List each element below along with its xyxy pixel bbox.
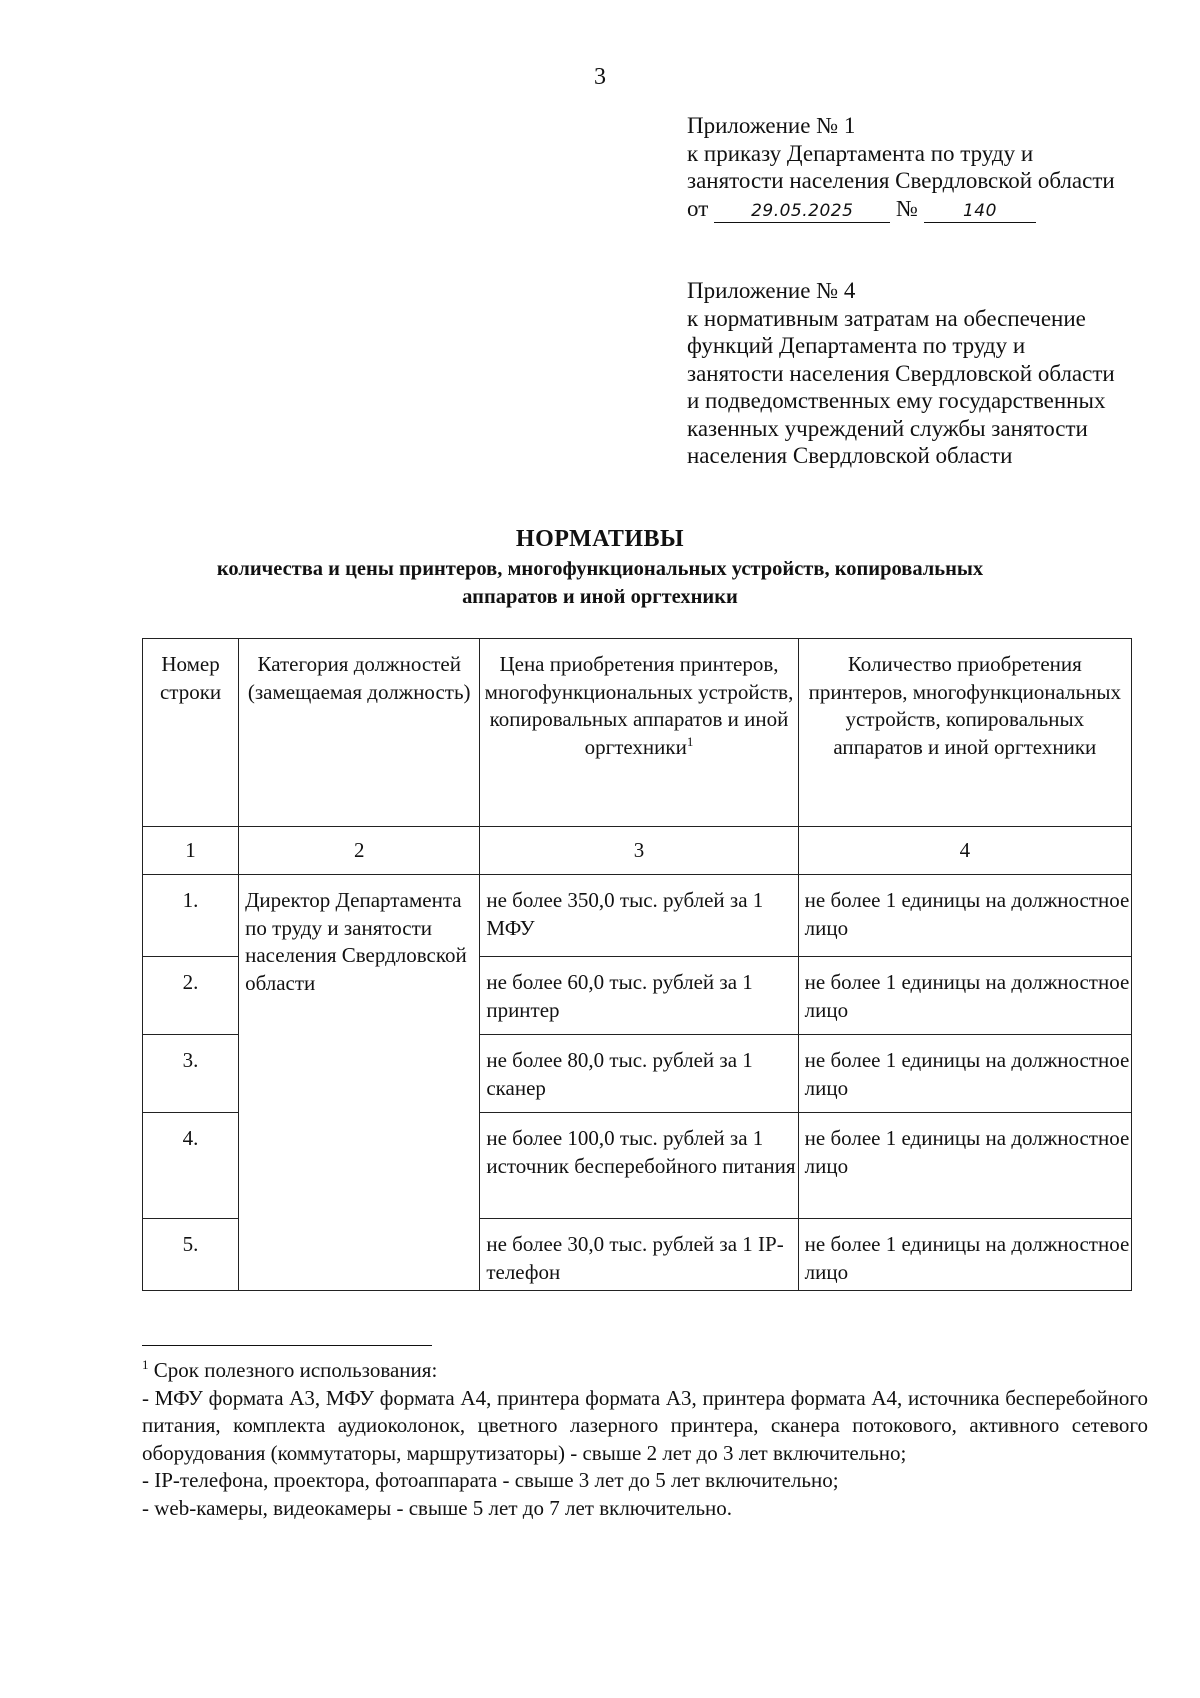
footnote-number: 1 xyxy=(142,1357,149,1372)
footnote-item: - МФУ формата А3, МФУ формата А4, принтера формата А3, принтера формата А4, источника бесперебойного питания, комплекта аудиоколонок, цветного лазерного принтера, сканера потокового, активного сетевого оборудования (коммутаторы, маршрутизаторы) - свыше 2 лет до 3 лет включительно; xyxy=(142,1385,1148,1465)
table-header-row xyxy=(143,639,1132,827)
norms-table xyxy=(142,638,1132,1291)
footnote-intro xyxy=(142,1357,1148,1385)
handwritten-number: 140 xyxy=(924,200,1036,223)
footnote-item: - web-камеры, видеокамеры - свыше 5 лет до 7 лет включительно. xyxy=(142,1495,733,1520)
header-price xyxy=(480,639,798,827)
appendix-4-line: функций Департамента по труду и xyxy=(687,333,1026,358)
row-number: 2. xyxy=(143,957,239,1035)
column-number-row xyxy=(143,827,1132,875)
header-row-number: Номер строки xyxy=(143,639,239,827)
quantity-cell: не более 1 единицы на должностное лицо xyxy=(798,875,1131,957)
header-category: Категория должностей (замещаемая должность) xyxy=(239,639,480,827)
number-prefix: № xyxy=(896,195,918,221)
price-cell: не более 30,0 тыс. рублей за 1 IP-телефон xyxy=(480,1219,798,1291)
appendix-4-block xyxy=(687,277,1115,470)
column-number: 1 xyxy=(143,827,239,875)
document-subtitle-line-1: количества и цены принтеров, многофункциональных устройств, копировальных xyxy=(216,558,984,580)
price-cell: не более 80,0 тыс. рублей за 1 сканер xyxy=(480,1035,798,1113)
appendix-4-line: занятости населения Свердловской области xyxy=(687,360,1115,386)
quantity-cell: не более 1 единицы на должностное лицо xyxy=(798,1219,1131,1291)
footnote-intro-text: Срок полезного использования: xyxy=(153,1358,438,1382)
document-subtitle-line-2: аппаратов и иной оргтехники xyxy=(462,586,738,608)
footnotes xyxy=(142,1357,1148,1522)
footnote-mark: 1 xyxy=(686,733,694,749)
table-row xyxy=(143,875,1132,957)
appendix-1-line: к приказу Департамента по труду и xyxy=(687,140,1034,166)
appendix-4-title: Приложение № 4 xyxy=(687,278,856,303)
price-cell: не более 100,0 тыс. рублей за 1 источник бесперебойного питания xyxy=(480,1113,798,1219)
appendix-4-line: к нормативным затратам на обеспечение xyxy=(687,305,1086,331)
row-number: 3. xyxy=(143,1035,239,1113)
handwritten-date: 29.05.2025 xyxy=(714,200,890,223)
row-number: 1. xyxy=(143,875,239,957)
column-number: 4 xyxy=(798,827,1131,875)
quantity-cell: не более 1 единицы на должностное лицо xyxy=(798,1113,1131,1219)
appendix-1-date-line xyxy=(687,195,1115,223)
price-cell: не более 350,0 тыс. рублей за 1 МФУ xyxy=(480,875,798,957)
quantity-cell: не более 1 единицы на должностное лицо xyxy=(798,957,1131,1035)
column-number: 2 xyxy=(239,827,480,875)
header-price-text: Цена приобретения принтеров, многофункциональных устройств, копировальных аппаратов и иной оргтехники xyxy=(484,652,794,759)
appendix-1-line: занятости населения Свердловской области xyxy=(687,168,1115,193)
appendix-1-block xyxy=(687,112,1115,223)
position-category: Директор Департамента по труду и занятости населения Свердловской области xyxy=(239,875,480,1291)
column-number: 3 xyxy=(480,827,798,875)
appendix-4-line: населения Свердловской области xyxy=(687,443,1013,468)
page-number: 3 xyxy=(594,64,606,90)
quantity-cell: не более 1 единицы на должностное лицо xyxy=(798,1035,1131,1113)
date-prefix: от xyxy=(687,195,709,221)
document-title: НОРМАТИВЫ xyxy=(515,526,685,552)
appendix-4-line: и подведомственных ему государственных xyxy=(687,388,1106,413)
footnote-divider xyxy=(142,1345,432,1346)
appendix-1-title: Приложение № 1 xyxy=(687,113,856,138)
footnote-item: - IP-телефона, проектора, фотоаппарата - свыше 3 лет до 5 лет включительно; xyxy=(142,1468,839,1492)
price-cell: не более 60,0 тыс. рублей за 1 принтер xyxy=(480,957,798,1035)
header-quantity: Количество приобретения принтеров, многофункциональных устройств, копировальных аппаратов и иной оргтехники xyxy=(798,639,1131,827)
row-number: 4. xyxy=(143,1113,239,1219)
appendix-4-line: казенных учреждений службы занятости xyxy=(687,415,1088,441)
row-number: 5. xyxy=(143,1219,239,1291)
